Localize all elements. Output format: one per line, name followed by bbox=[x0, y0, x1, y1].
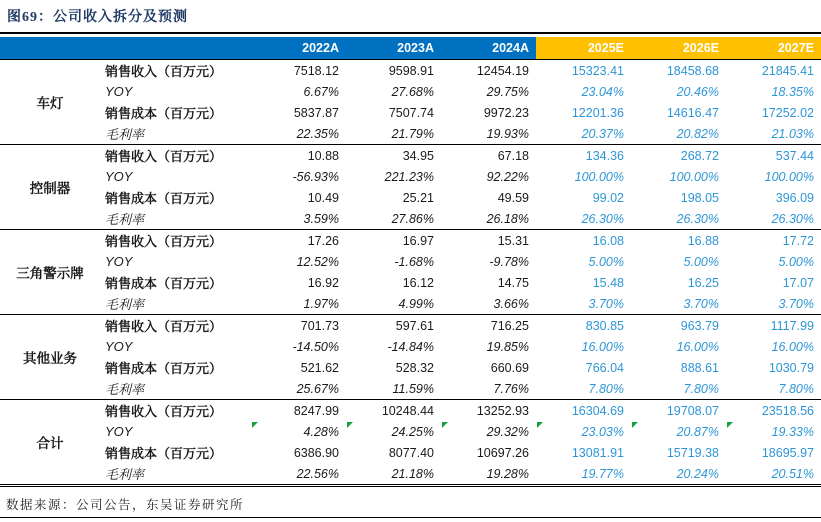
value-cell: 16.12 bbox=[402, 275, 434, 290]
value-cell: 10697.26 bbox=[476, 445, 529, 460]
value-cell: 16.00% bbox=[771, 339, 814, 354]
value-cell: 23.03% bbox=[536, 421, 631, 442]
revenue-forecast-table bbox=[0, 37, 821, 487]
metric-label-cell: YOY bbox=[105, 254, 133, 269]
value-cell: 29.32% bbox=[441, 421, 536, 442]
value-cell: 3.70% bbox=[778, 296, 814, 311]
table-row bbox=[0, 187, 821, 208]
value-cell: 15.31 bbox=[441, 230, 536, 252]
value-cell: 7.80% bbox=[683, 381, 719, 396]
value-cell: 100.00% bbox=[764, 169, 814, 184]
category-cell: 控制器 bbox=[0, 145, 100, 230]
value-cell: 16.25 bbox=[687, 275, 719, 290]
value-cell: 17.72 bbox=[726, 230, 821, 252]
value-cell: 7507.74 bbox=[388, 105, 434, 120]
table-row bbox=[0, 251, 821, 272]
table-row bbox=[0, 81, 821, 102]
value-cell: 396.09 bbox=[775, 190, 814, 205]
value-cell: 9972.23 bbox=[483, 105, 529, 120]
metric-label-cell: 销售成本（百万元） bbox=[105, 446, 223, 461]
value-cell: 18695.97 bbox=[761, 445, 814, 460]
table-row bbox=[0, 272, 821, 293]
value-cell: 5.00% bbox=[588, 254, 624, 269]
metric-label-cell: 销售收入（百万元） bbox=[100, 60, 251, 82]
value-cell: 1117.99 bbox=[726, 315, 821, 337]
table-row bbox=[0, 315, 821, 337]
table-row bbox=[0, 336, 821, 357]
value-cell: 20.37% bbox=[581, 126, 624, 141]
metric-label-cell: YOY bbox=[105, 169, 133, 184]
excel-flag-icon bbox=[537, 422, 543, 428]
value-cell: 597.61 bbox=[346, 315, 441, 337]
value-cell: -1.68% bbox=[394, 254, 434, 269]
value-cell: 521.62 bbox=[300, 360, 339, 375]
value-cell: 888.61 bbox=[680, 360, 719, 375]
metric-label-cell: 销售成本（百万元） bbox=[105, 106, 223, 121]
value-cell: 24.25% bbox=[346, 421, 441, 442]
value-cell: 660.69 bbox=[490, 360, 529, 375]
value-cell: 16304.69 bbox=[536, 400, 631, 422]
value-cell: 9598.91 bbox=[346, 60, 441, 82]
metric-label-cell: 销售成本（百万元） bbox=[105, 191, 223, 206]
value-cell: 15719.38 bbox=[666, 445, 719, 460]
metric-label-cell: 销售收入（百万元） bbox=[100, 400, 251, 422]
metric-label-cell: YOY bbox=[105, 84, 133, 99]
value-cell: 12.52% bbox=[296, 254, 339, 269]
metric-label-cell: 毛利率 bbox=[105, 382, 145, 397]
value-cell: 134.36 bbox=[536, 145, 631, 167]
value-cell: 25.21 bbox=[402, 190, 434, 205]
table-row bbox=[0, 60, 821, 82]
value-cell: 17252.02 bbox=[761, 105, 814, 120]
value-cell: 100.00% bbox=[669, 169, 719, 184]
value-cell: 19708.07 bbox=[631, 400, 726, 422]
value-cell: 4.99% bbox=[398, 296, 434, 311]
value-cell: 6386.90 bbox=[293, 445, 339, 460]
metric-label-cell: YOY bbox=[105, 339, 133, 354]
value-cell: 3.59% bbox=[303, 211, 339, 226]
category-cell: 其他业务 bbox=[0, 315, 100, 400]
value-cell: 16.97 bbox=[346, 230, 441, 252]
year-header-2023A: 2023A bbox=[346, 37, 441, 60]
value-cell: 13081.91 bbox=[571, 445, 624, 460]
value-cell: 17.26 bbox=[251, 230, 346, 252]
value-cell: 21845.41 bbox=[726, 60, 821, 82]
value-cell: 3.66% bbox=[493, 296, 529, 311]
value-cell: 7.80% bbox=[588, 381, 624, 396]
value-cell: 10248.44 bbox=[346, 400, 441, 422]
value-cell: 21.79% bbox=[391, 126, 434, 141]
value-cell: -56.93% bbox=[292, 169, 339, 184]
figure-title: 图69：公司收入拆分及预测 bbox=[7, 10, 188, 25]
value-cell: 29.75% bbox=[486, 84, 529, 99]
value-cell: 19.33% bbox=[726, 421, 821, 442]
value-cell: 12454.19 bbox=[441, 60, 536, 82]
table-row bbox=[0, 166, 821, 187]
value-cell: 7.80% bbox=[778, 381, 814, 396]
figure-bottom-rule bbox=[0, 517, 821, 518]
source-note: 数据来源：公司公告，东吴证券研究所 bbox=[6, 498, 245, 512]
value-cell: 17.07 bbox=[782, 275, 814, 290]
value-cell: 26.18% bbox=[486, 211, 529, 226]
value-cell: 221.23% bbox=[384, 169, 434, 184]
value-cell: 22.35% bbox=[296, 126, 339, 141]
value-cell: 1.97% bbox=[303, 296, 339, 311]
value-cell: 3.70% bbox=[683, 296, 719, 311]
table-row bbox=[0, 378, 821, 400]
value-cell: 18.35% bbox=[771, 84, 814, 99]
metric-label-cell: YOY bbox=[105, 424, 133, 439]
value-cell: -14.50% bbox=[292, 339, 339, 354]
value-cell: 26.30% bbox=[581, 211, 624, 226]
value-cell: 5.00% bbox=[683, 254, 719, 269]
table-row bbox=[0, 400, 821, 422]
value-cell: 11.59% bbox=[392, 381, 434, 396]
year-header-row bbox=[0, 37, 821, 60]
table-row bbox=[0, 230, 821, 252]
value-cell: 716.25 bbox=[441, 315, 536, 337]
value-cell: 10.49 bbox=[307, 190, 339, 205]
value-cell: 528.32 bbox=[395, 360, 434, 375]
value-cell: 5.00% bbox=[778, 254, 814, 269]
value-cell: 23.04% bbox=[581, 84, 624, 99]
value-cell: 6.67% bbox=[303, 84, 339, 99]
value-cell: 963.79 bbox=[631, 315, 726, 337]
value-cell: 16.08 bbox=[536, 230, 631, 252]
value-cell: 100.00% bbox=[574, 169, 624, 184]
metric-label-cell: 毛利率 bbox=[105, 297, 145, 312]
metric-label-cell: 毛利率 bbox=[105, 467, 145, 482]
value-cell: 15323.41 bbox=[536, 60, 631, 82]
value-cell: 34.95 bbox=[346, 145, 441, 167]
value-cell: 21.03% bbox=[771, 126, 814, 141]
value-cell: 26.30% bbox=[676, 211, 719, 226]
value-cell: 49.59 bbox=[497, 190, 529, 205]
value-cell: 16.92 bbox=[307, 275, 339, 290]
year-header-2026E: 2026E bbox=[631, 37, 726, 60]
excel-flag-icon bbox=[252, 422, 258, 428]
metric-label-cell: 毛利率 bbox=[105, 212, 145, 227]
value-cell: 268.72 bbox=[631, 145, 726, 167]
value-cell: 19.93% bbox=[486, 126, 529, 141]
metric-label-cell: 销售成本（百万元） bbox=[105, 276, 223, 291]
value-cell: 8247.99 bbox=[251, 400, 346, 422]
value-cell: 20.24% bbox=[676, 466, 719, 481]
table-row bbox=[0, 102, 821, 123]
value-cell: 8077.40 bbox=[388, 445, 434, 460]
table-row bbox=[0, 442, 821, 463]
value-cell: 198.05 bbox=[680, 190, 719, 205]
value-cell: 20.46% bbox=[676, 84, 719, 99]
value-cell: 16.88 bbox=[631, 230, 726, 252]
excel-flag-icon bbox=[632, 422, 638, 428]
year-header-2025E: 2025E bbox=[536, 37, 631, 60]
value-cell: 3.70% bbox=[588, 296, 624, 311]
excel-flag-icon bbox=[727, 422, 733, 428]
value-cell: 18458.68 bbox=[631, 60, 726, 82]
metric-label-cell: 销售收入（百万元） bbox=[100, 315, 251, 337]
revenue-forecast-table-wrap bbox=[0, 37, 821, 487]
value-cell: 19.77% bbox=[581, 466, 624, 481]
value-cell: 701.73 bbox=[251, 315, 346, 337]
table-row bbox=[0, 463, 821, 486]
table-row bbox=[0, 421, 821, 442]
value-cell: 20.82% bbox=[676, 126, 719, 141]
year-header-2022A: 2022A bbox=[251, 37, 346, 60]
value-cell: 26.30% bbox=[771, 211, 814, 226]
value-cell: 27.86% bbox=[391, 211, 434, 226]
value-cell: 20.87% bbox=[631, 421, 726, 442]
value-cell: 15.48 bbox=[592, 275, 624, 290]
metric-label-cell: 毛利率 bbox=[105, 127, 145, 142]
value-cell: -14.84% bbox=[387, 339, 434, 354]
value-cell: 21.18% bbox=[391, 466, 434, 481]
header-spacer bbox=[0, 37, 251, 60]
value-cell: 25.67% bbox=[296, 381, 339, 396]
value-cell: 19.85% bbox=[486, 339, 529, 354]
value-cell: 13252.93 bbox=[441, 400, 536, 422]
value-cell: 67.18 bbox=[441, 145, 536, 167]
value-cell: 7.76% bbox=[493, 381, 529, 396]
value-cell: 5837.87 bbox=[293, 105, 339, 120]
table-row bbox=[0, 123, 821, 145]
value-cell: 20.51% bbox=[771, 466, 814, 481]
value-cell: 1030.79 bbox=[768, 360, 814, 375]
value-cell: 27.68% bbox=[391, 84, 434, 99]
metric-label-cell: 销售收入（百万元） bbox=[100, 230, 251, 252]
value-cell: 19.28% bbox=[486, 466, 529, 481]
table-row bbox=[0, 208, 821, 230]
table-row bbox=[0, 293, 821, 315]
table-top-rule bbox=[0, 32, 821, 34]
value-cell: -9.78% bbox=[489, 254, 529, 269]
value-cell: 12201.36 bbox=[571, 105, 624, 120]
value-cell: 830.85 bbox=[536, 315, 631, 337]
excel-flag-icon bbox=[347, 422, 353, 428]
category-cell: 车灯 bbox=[0, 60, 100, 145]
table-row bbox=[0, 145, 821, 167]
value-cell: 766.04 bbox=[585, 360, 624, 375]
value-cell: 22.56% bbox=[296, 466, 339, 481]
value-cell: 99.02 bbox=[592, 190, 624, 205]
value-cell: 10.88 bbox=[251, 145, 346, 167]
category-cell: 三角警示牌 bbox=[0, 230, 100, 315]
value-cell: 7518.12 bbox=[251, 60, 346, 82]
value-cell: 92.22% bbox=[486, 169, 529, 184]
metric-label-cell: 销售成本（百万元） bbox=[105, 361, 223, 376]
excel-flag-icon bbox=[442, 422, 448, 428]
value-cell: 537.44 bbox=[726, 145, 821, 167]
value-cell: 14616.47 bbox=[666, 105, 719, 120]
value-cell: 4.28% bbox=[251, 421, 346, 442]
year-header-2027E: 2027E bbox=[726, 37, 821, 60]
category-cell: 合计 bbox=[0, 400, 100, 486]
value-cell: 14.75 bbox=[497, 275, 529, 290]
table-row bbox=[0, 357, 821, 378]
value-cell: 23518.56 bbox=[726, 400, 821, 422]
value-cell: 16.00% bbox=[581, 339, 624, 354]
year-header-2024A: 2024A bbox=[441, 37, 536, 60]
metric-label-cell: 销售收入（百万元） bbox=[100, 145, 251, 167]
value-cell: 16.00% bbox=[676, 339, 719, 354]
